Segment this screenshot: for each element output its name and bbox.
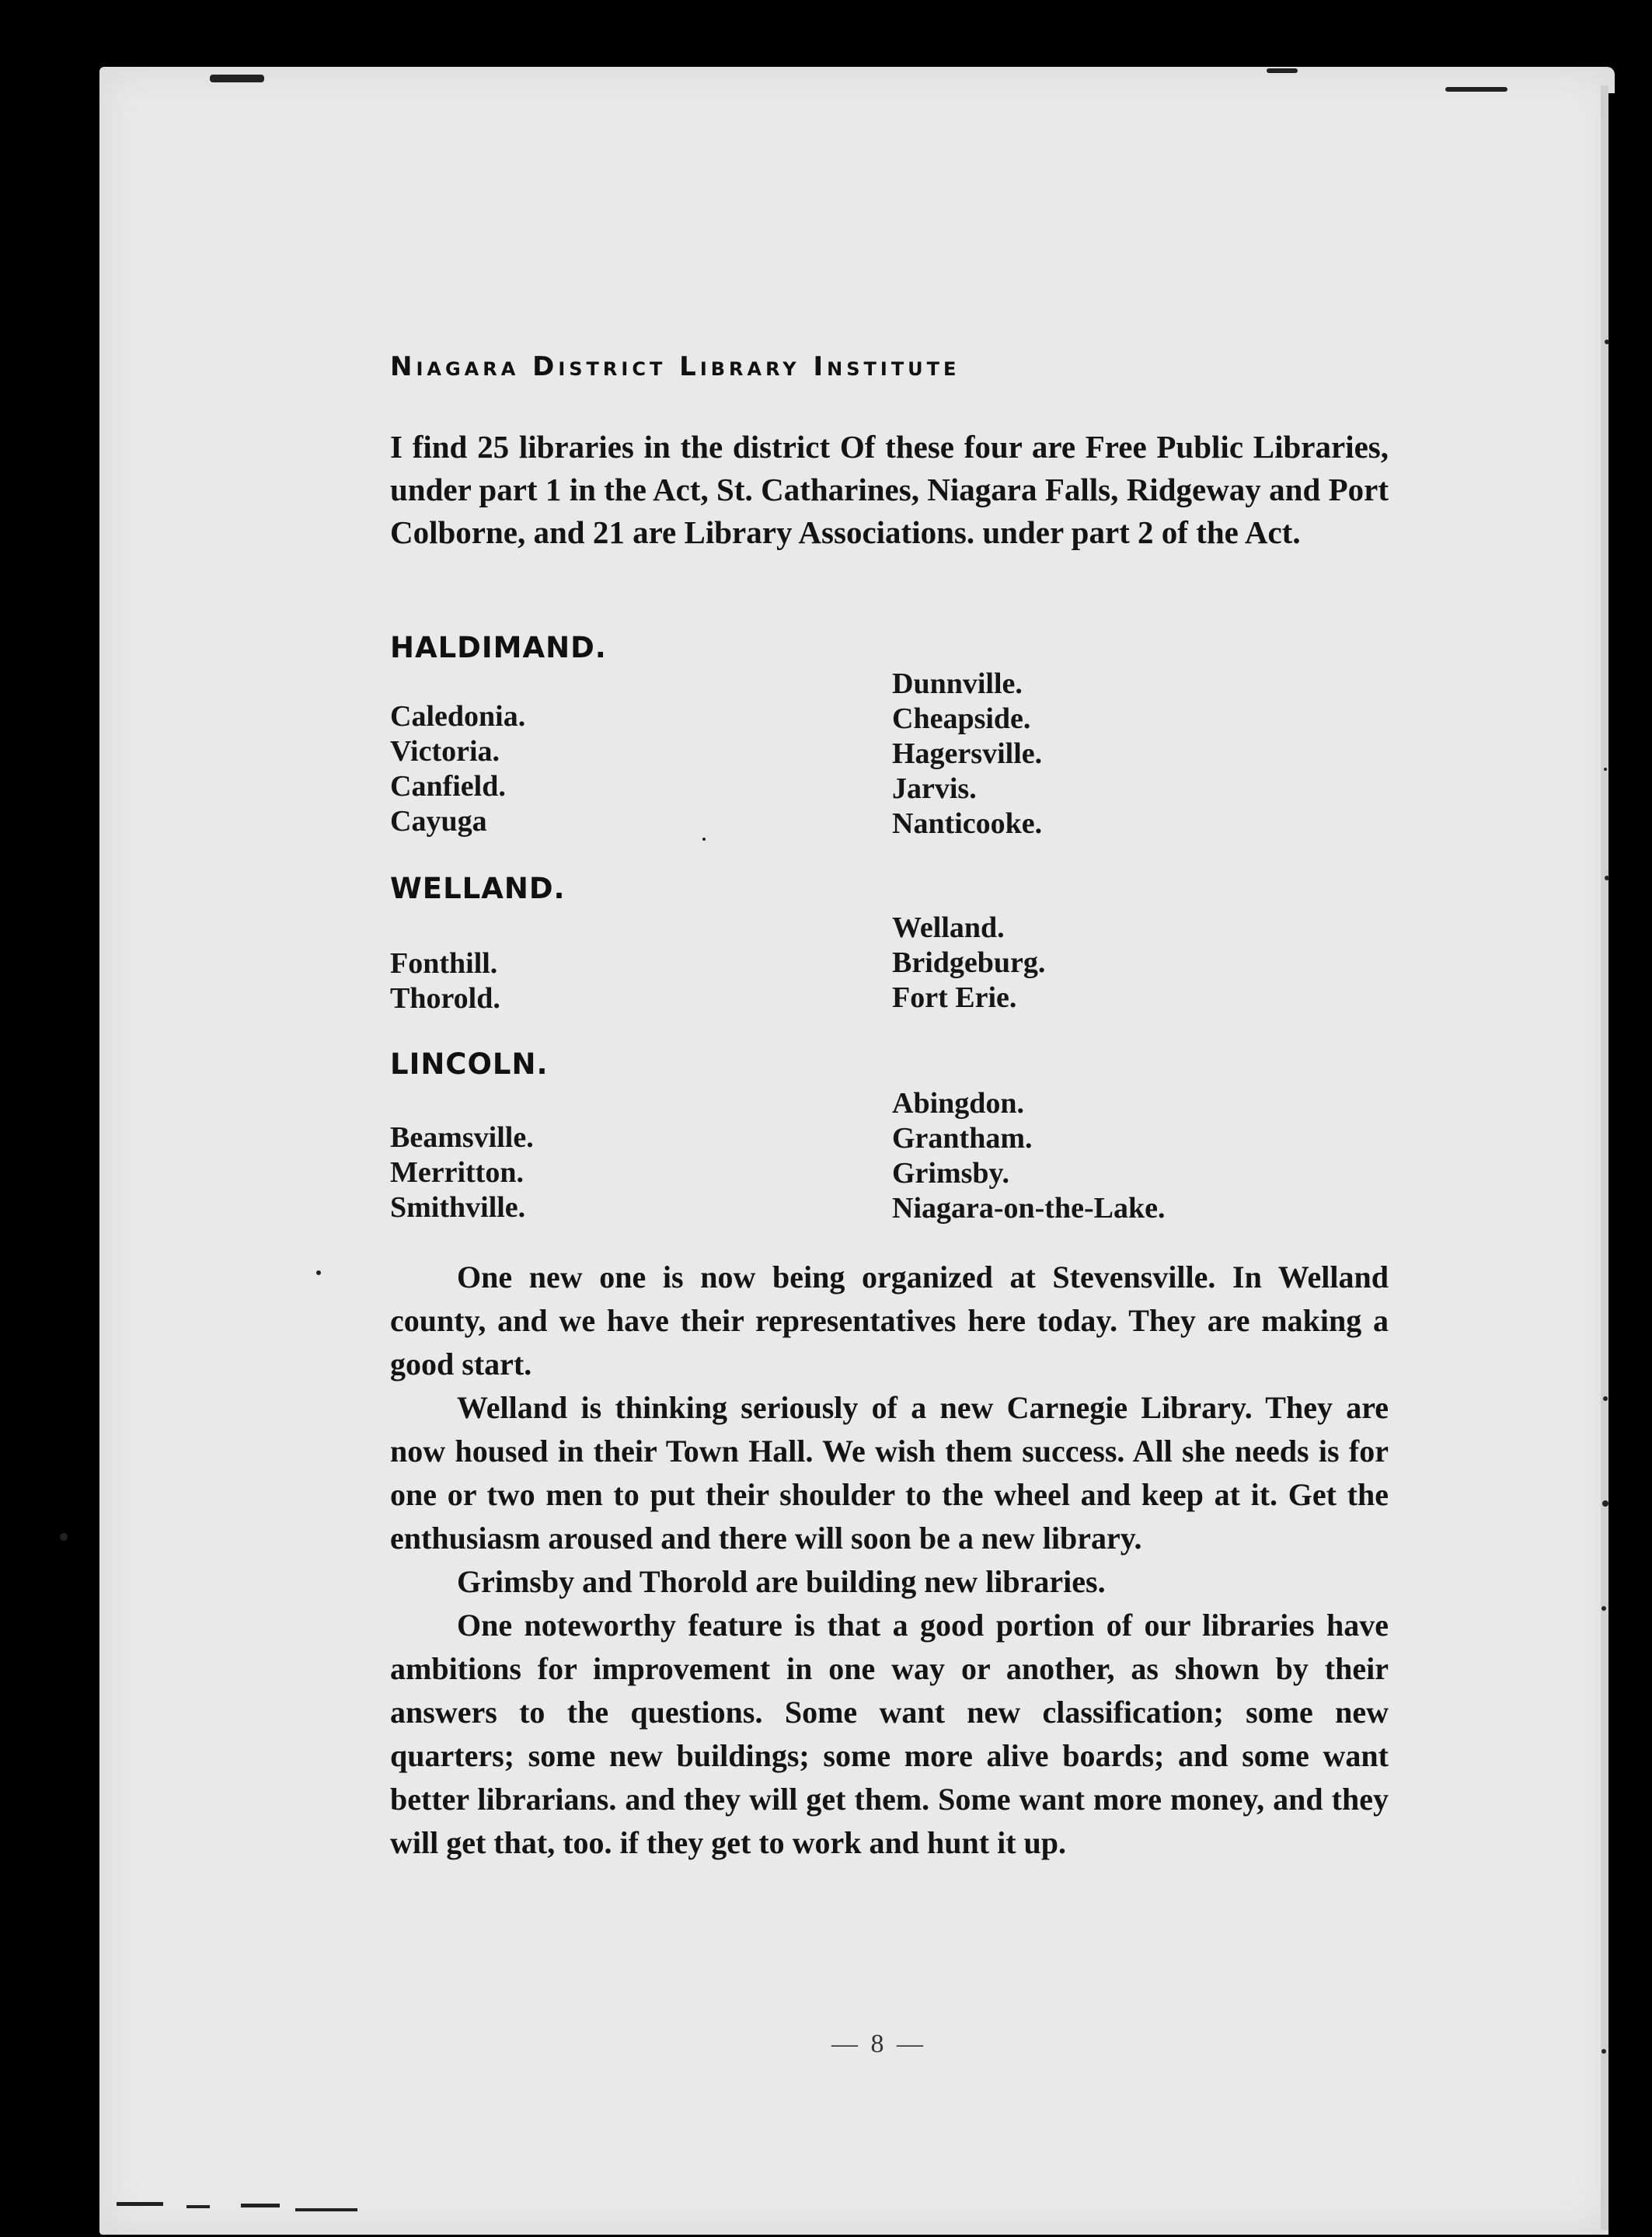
paragraph-welland-carnegie: Welland is thinking seriously of a new Carnegie Library. They are now housed in their Town Hall. We wish them success. All she needs is for one or two men to put their shoulder to the wheel and keep at it. Get the enthusiasm aroused and there will soon be a new library. <box>390 1390 1389 1556</box>
page-gutter <box>1601 85 1608 2230</box>
library-name: Grantham. <box>892 1122 1033 1155</box>
intro-paragraph: I find 25 libraries in the district Of these four are Free Public Libraries, under part 1 in the Act, St. Catharines, Niagara Falls, Ridgeway and Port Colborne, and 21 are Library Associations. under part 2 of the Act. <box>390 429 1389 550</box>
library-name: Cheapside. <box>892 702 1031 735</box>
library-name: Niagara-on-the-Lake. <box>892 1192 1166 1225</box>
welland-right-list <box>892 911 1045 1016</box>
library-name: Dunnville. <box>892 667 1023 700</box>
county-heading-lincoln: LINCOLN. <box>390 1047 549 1081</box>
paragraph-grimsby-thorold: Grimsby and Thorold are building new libraries. <box>457 1564 1106 1599</box>
library-name: Grimsby. <box>892 1157 1009 1190</box>
library-name: Fort Erie. <box>892 981 1017 1014</box>
library-name: Bridgeburg. <box>892 946 1046 979</box>
library-name: Abingdon. <box>892 1087 1025 1120</box>
library-name: Victoria. <box>390 735 500 768</box>
body-text <box>390 1256 1389 1865</box>
library-name: Nanticooke. <box>892 807 1043 840</box>
library-name: Merritton. <box>390 1156 524 1189</box>
library-name: Thorold. <box>390 982 500 1015</box>
library-name: Welland. <box>892 911 1005 944</box>
running-heading: Niagara District Library Institute <box>390 351 960 382</box>
library-name: Jarvis. <box>892 772 977 805</box>
library-name: Beamsville. <box>390 1121 534 1154</box>
page-number: — 8 — <box>831 2030 926 2058</box>
paragraph-stevensville: One new one is now being organized at Stevensville. In Welland county, and we have their representatives here today. They are making a good start. <box>390 1260 1389 1382</box>
paper-sheet <box>99 67 1615 2235</box>
county-heading-haldimand: HALDIMAND. <box>390 631 607 664</box>
library-name: Caledonia. <box>390 700 526 733</box>
haldimand-right-list <box>892 667 1042 841</box>
welland-left-list <box>390 946 500 1016</box>
county-heading-welland: WELLAND. <box>390 872 566 905</box>
library-name: Smithville. <box>390 1191 526 1224</box>
lincoln-right-list <box>892 1086 1165 1226</box>
library-name: Canfield. <box>390 770 506 803</box>
scan-mark <box>60 1533 68 1541</box>
paragraph-improvement: One noteworthy feature is that a good portion of our libraries have ambitions for improvement in one way or another, as shown by their answers to the questions. Some want new classification; some new quarters; some new buildings; some more alive boards; and some want better librarians. and they will get them. Some want more money, and they will get that, too. if they get to work and hunt it up. <box>390 1608 1389 1860</box>
library-name: Fonthill. <box>390 947 498 980</box>
lincoln-left-list <box>390 1120 534 1225</box>
library-name: Cayuga <box>390 805 487 838</box>
library-name: Hagersville. <box>892 737 1043 770</box>
haldimand-left-list <box>390 699 525 839</box>
right-scan-border <box>1608 93 1652 2237</box>
